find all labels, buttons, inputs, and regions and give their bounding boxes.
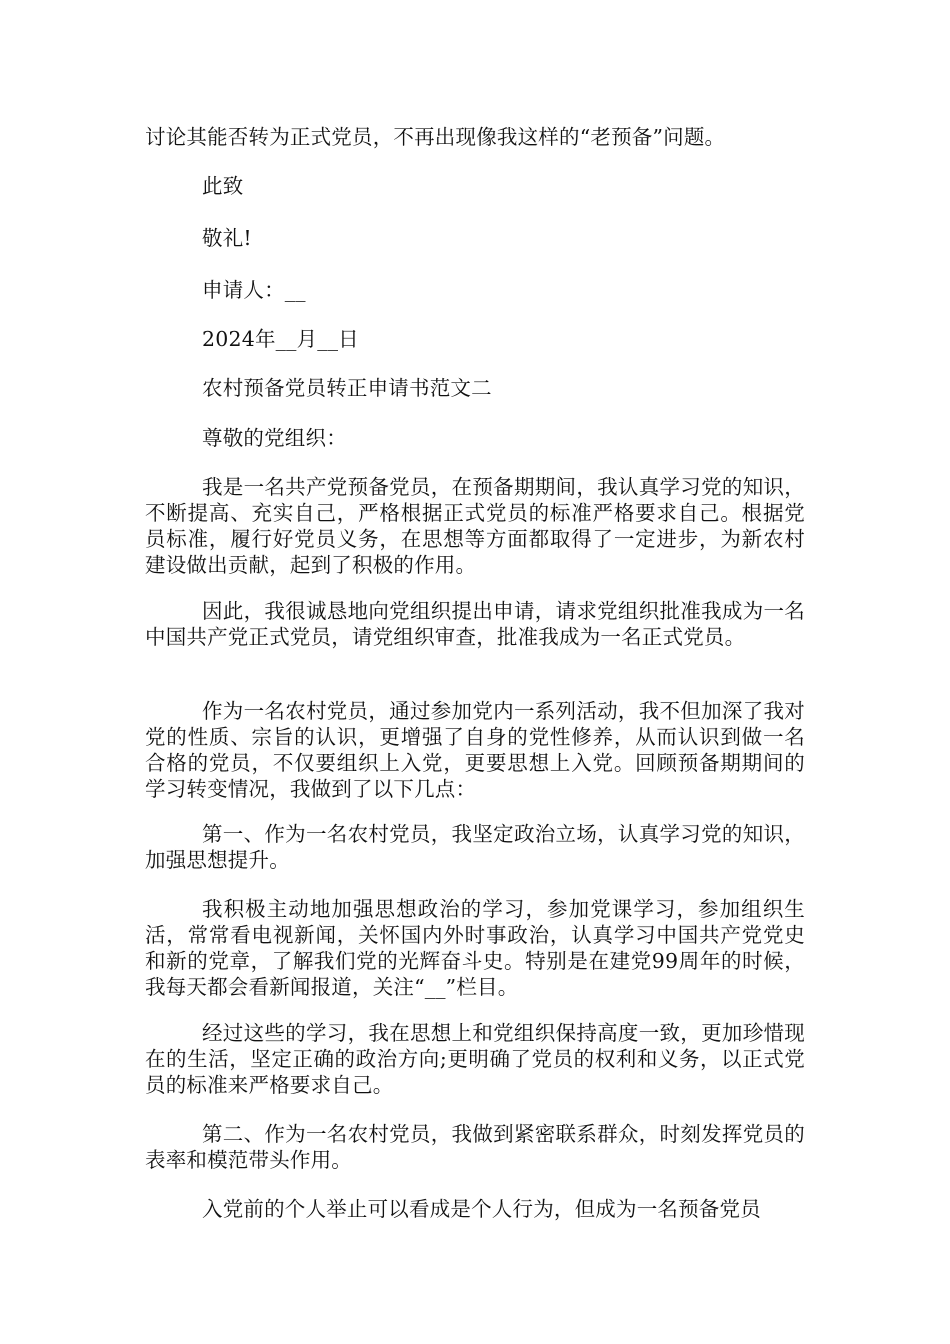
paragraph-intro: 我是一名共产党预备党员，在预备期期间，我认真学习党的知识，不断提高、充实自己，严格根据正式党员的标准严格要求自己。根据党员标准，履行好党员义务，在思想等方面都取得了一定进步，为新农村建设做出贡献，起到了积极的作用。 — [145, 475, 805, 577]
paragraph-continuation: 讨论其能否转为正式党员，不再出现像我这样的“老预备”问题。 — [145, 125, 726, 149]
applicant-line: 申请人：__ — [202, 278, 306, 302]
paragraph-study: 我积极主动地加强思想政治的学习，参加党课学习，参加组织生活，常常看电视新闻，关怀国内外时事政治，认真学习中国共产党党史和新的党章，了解我们党的光辉奋斗史。特别是在建党99周年的时候，我每天都会看新闻报道，关注“__”栏目。 — [145, 897, 805, 999]
paragraph-result: 经过这些的学习，我在思想上和党组织保持高度一致，更加珍惜现在的生活，坚定正确的政治方向;更明确了党员的权利和义务，以正式党员的标准来严格要求自己。 — [145, 1021, 805, 1097]
greeting: 尊敬的党组织： — [202, 426, 347, 450]
salutation-jingli: 敬礼! — [202, 226, 252, 250]
paragraph-activities: 作为一名农村党员，通过参加党内一系列活动，我不但加深了我对党的性质、宗旨的认识，更增强了自身的党性修养，从而认识到做一名合格的党员，不仅要组织上入党，更要思想上入党。回顾预备期期间的学习转变情况，我做到了以下几点： — [145, 699, 805, 801]
salutation-cizhi: 此致 — [202, 174, 244, 198]
paragraph-point-two: 第二、作为一名农村党员，我做到紧密联系群众，时刻发挥党员的表率和模范带头作用。 — [145, 1122, 805, 1172]
paragraph-request: 因此，我很诚恳地向党组织提出申请，请求党组织批准我成为一名中国共产党正式党员，请党组织审查，批准我成为一名正式党员。 — [145, 599, 805, 649]
section-title: 农村预备党员转正申请书范文二 — [202, 376, 492, 400]
paragraph-conduct: 入党前的个人举止可以看成是个人行为，但成为一名预备党员 — [202, 1197, 761, 1221]
paragraph-point-one: 第一、作为一名农村党员，我坚定政治立场，认真学习党的知识，加强思想提升。 — [145, 822, 805, 872]
date-line: 2024年__月__日 — [202, 327, 359, 351]
